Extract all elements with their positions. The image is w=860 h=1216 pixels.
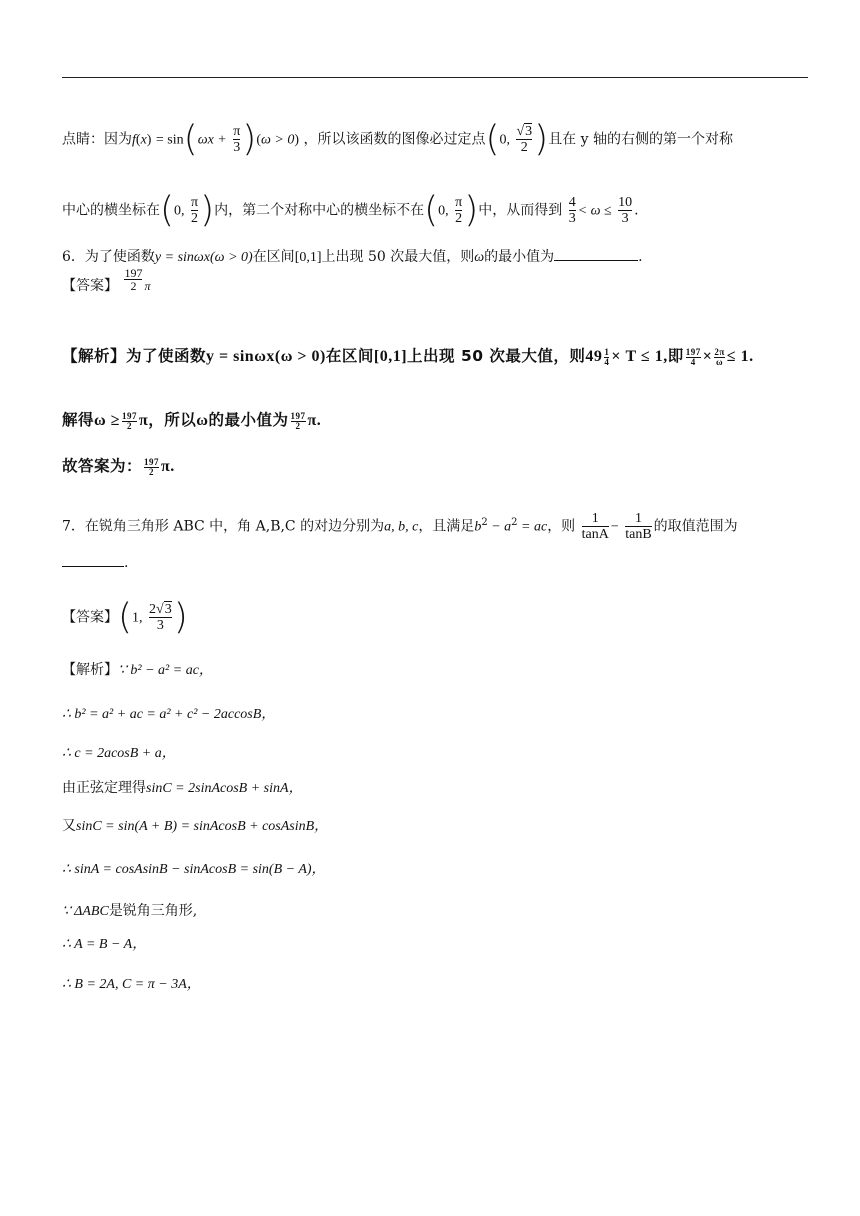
solution-7-step-1: 【解析】∵ b² − a² = ac， (62, 662, 213, 678)
solution-6-line-1: 【解析】为了使函数y = sinωx(ω > 0)在区间[0,1]上出现 50 次最大值，则49 $\frac{1}{4}$ × T ≤ 1,即 $\frac{197}{4}$ × $\frac{2\pi}{\omega}$ ≤ 1. (62, 346, 754, 367)
question-7-line-1: 7．在锐角三角形 ABC 中，角 A,B,C 的对边分别为a, b, c，且满足$b^2 - a^2$ = ac，则 $\frac{1}{\tan A}$ − $\frac{1}{\tan B}$ 的取值范围为 (62, 511, 738, 542)
solution-7-step-3: ∴ c = 2acosB + a， (62, 746, 176, 761)
solution-7-step-9: ∴ B = 2A, C = π − 3A， (62, 977, 201, 992)
tip-line-1: 点睛：因为f(x) = sin(ωx + $\frac{\pi}{3}$ )(ω > 0) ，所以该函数的图像必过定点(0, $\frac{√3}{2}$ )且在 y 轴的右侧的第一个对称 (62, 118, 733, 160)
solution-6-line-2: 解得ω ≥ $\frac{197}{2}$ π，所以ω的最小值为 $\frac{197}{2}$ π. (62, 410, 322, 431)
tip-line-2: 中心的横坐标在(0, $\frac{\pi}{2}$ )内，第二个对称中心的横坐标不在(0, $\frac{\pi}{2}$ )中，从而得到 $\frac{4}{3}$ < ω ≤ $\frac{10}{3}$ . (62, 189, 639, 231)
solution-7-step-2: ∴ b² = a² + ac = a² + c² − 2accosB， (62, 707, 276, 722)
solution-6-line-3: 故答案为： $\frac{197}{2}$ π. (62, 456, 175, 477)
solution-7-step-6: ∴ sinA = cosAsinB − sinAcosB = sin(B − A)， (62, 862, 326, 877)
answer-6: 【答案】 $\frac{197}{2}$ π (62, 265, 151, 294)
solution-7-step-4: 由正弦定理得sinC = 2sinAcosB + sinA， (62, 780, 303, 796)
question-6: 6．为了使函数y = sinωx(ω > 0)在区间[0,1]上出现 50 次最大值，则ω的最小值为 . (62, 249, 643, 265)
solution-7-step-5: 又sinC = sin(A + B) = sinAcosB + cosAsinB， (62, 818, 329, 834)
question-7-line-2: . (62, 553, 128, 573)
solution-7-step-7: ∵ ΔABC是锐角三角形, (62, 903, 198, 919)
answer-7: 【答案】(1, $\frac{2√3}{3}$ ) (62, 596, 188, 638)
solution-7-step-8: ∴ A = B − A， (62, 937, 147, 952)
header-rule (62, 77, 808, 78)
